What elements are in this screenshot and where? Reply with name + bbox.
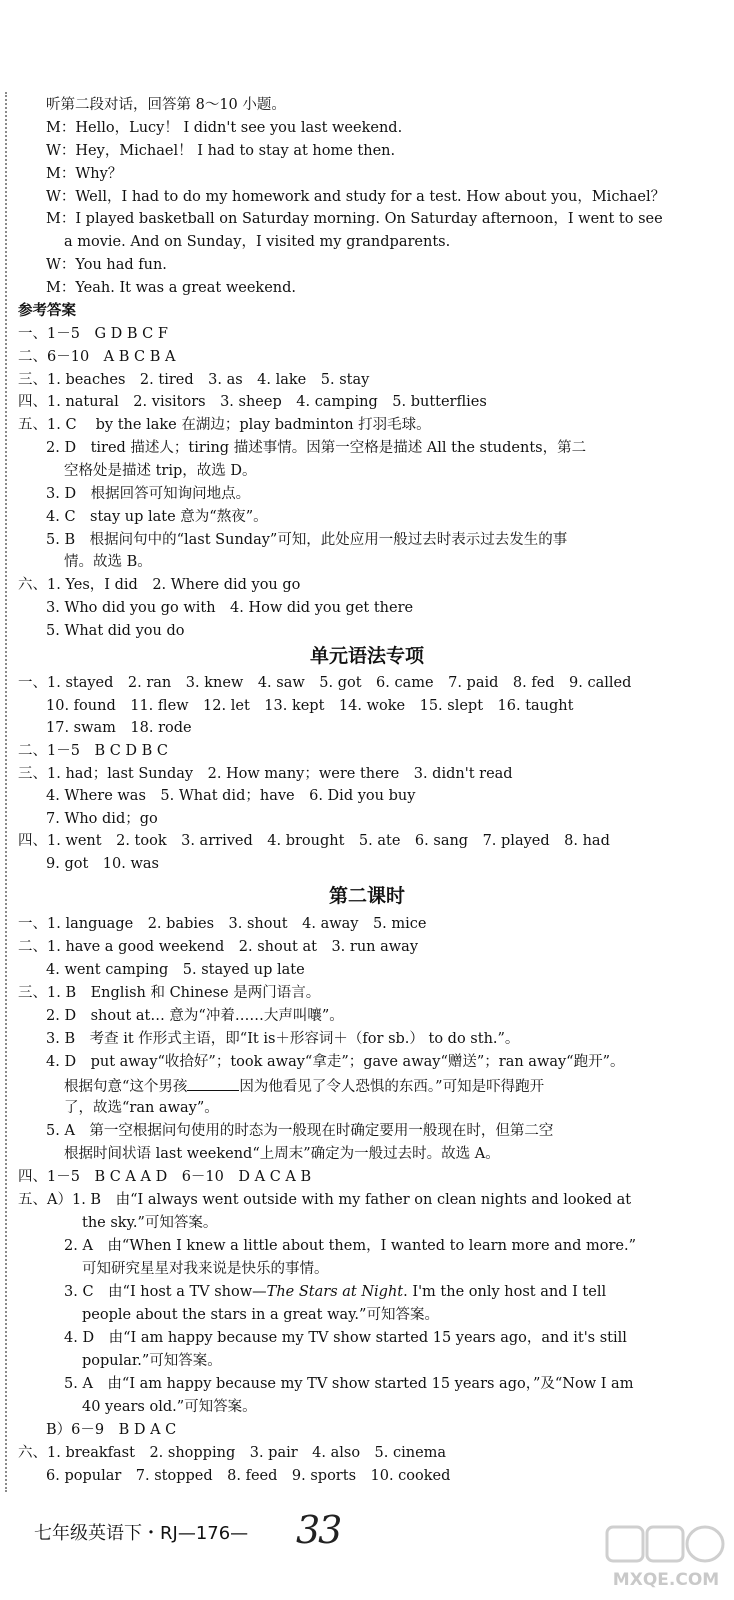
answer-line: 二、6－10 A B C B A (18, 349, 176, 365)
answer-line: 情。故选 B。 (64, 554, 152, 570)
answer-line: 四、1. natural 2. visitors 3. sheep 4. camping 5. butterflies (18, 394, 487, 410)
page-footer: 七年级英语下・RJ—176— (34, 1523, 249, 1544)
lesson-line-blank (64, 1076, 544, 1096)
dialogue-line: M：Why？ (46, 166, 123, 182)
grammar-line: 10. found 11. flew 12. let 13. kept 14. woke 15. slept 16. taught (46, 698, 574, 714)
grammar-line: 一、1. stayed 2. ran 3. knew 4. saw 5. got 6. came 7. paid 8. fed 9. called (18, 675, 632, 691)
lesson-text: . I'm the only host and I tell (403, 1284, 607, 1300)
answer-line: 五、1. C by the lake 在湖边；play badminton 打羽毛球。 (18, 417, 431, 433)
lesson-text: 因为他看见了令人恐惧的东西。”可知是吓得跑开 (239, 1079, 545, 1095)
lesson-line: 了，故选“ran away”。 (64, 1100, 219, 1116)
lesson-line: 5. A 由“I am happy because my TV show started 15 years ago，”及“Now I am (64, 1376, 634, 1392)
binding-dotted-rule (5, 92, 7, 1492)
watermark-logo (605, 1523, 727, 1593)
lesson-line: people about the stars in a great way.”可知答案。 (82, 1307, 439, 1323)
answers-title: 参考答案 (18, 303, 76, 319)
lesson-line: 六、1. breakfast 2. shopping 3. pair 4. also 5. cinema (18, 1445, 447, 1461)
grammar-line: 17. swam 18. rode (46, 720, 192, 736)
grammar-line: 四、1. went 2. took 3. arrived 4. brought 5. ate 6. sang 7. played 8. had (18, 833, 610, 849)
dialogue-line: M：I played basketball on Saturday morning. On Saturday afternoon，I went to see (46, 211, 663, 227)
section-heading-grammar: 单元语法专项 (309, 645, 424, 667)
lesson-line: 可知研究星星对我来说是快乐的事情。 (82, 1261, 329, 1277)
dialogue-line: W：Hey，Michael！ I had to stay at home then. (46, 143, 396, 159)
lesson-line: 根据时间状语 last weekend“上周末”确定为一般过去时。故选 A。 (64, 1146, 500, 1162)
answer-line: 六、1. Yes，I did 2. Where did you go (18, 577, 301, 593)
dialogue-intro: 听第二段对话，回答第 8～10 小题。 (46, 97, 286, 113)
dialogue-line: a movie. And on Sunday，I visited my grandparents. (64, 234, 451, 250)
answer-line: 一、1－5 G D B C F (18, 326, 168, 342)
answer-line: 5. B 根据问句中的“last Sunday”可知，此处应用一般过去时表示过去发生的事 (46, 532, 568, 548)
answer-line: 三、1. beaches 2. tired 3. as 4. lake 5. stay (18, 372, 370, 388)
answer-line: 2. D tired 描述人；tiring 描述事情。因第一空格是描述 All the students，第二 (46, 440, 587, 456)
answer-line: 3. Who did you go with 4. How did you get there (46, 600, 414, 616)
lesson-line: 一、1. language 2. babies 3. shout 4. away 5. mice (18, 916, 427, 932)
lesson-line: the sky.”可知答案。 (82, 1215, 218, 1231)
svg-text:MXQE.COM: MXQE.COM (612, 1570, 720, 1590)
lesson-line: 3. B 考查 it 作形式主语，即“It is＋形容词＋（for sb.） to do sth.”。 (46, 1031, 520, 1047)
lesson-line: 5. A 第一空根据问句使用的时态为一般现在时确定要用一般现在时，但第二空 (46, 1123, 554, 1139)
answer-line: 空格处是描述 trip，故选 D。 (64, 463, 257, 479)
answer-line: 5. What did you do (46, 623, 185, 639)
dialogue-line: W：Well，I had to do my homework and study for a test. How about you，Michael？ (46, 189, 666, 205)
section-heading-lesson2: 第二课时 (328, 885, 405, 907)
lesson-line: 五、A）1. B 由“I always went outside with my father on clean nights and looked at (18, 1192, 632, 1208)
lesson-line-italic (64, 1283, 606, 1301)
grammar-line: 7. Who did；go (46, 811, 158, 827)
lesson-line: 四、1－5 B C A A D 6－10 D A C A B (18, 1169, 312, 1185)
lesson-line: 4. D 由“I am happy because my TV show started 15 years ago，and it's still (64, 1330, 627, 1346)
lesson-line: 2. D shout at… 意为“冲着……大声叫嚷”。 (46, 1008, 344, 1024)
lesson-line: 4. D put away“收拾好”；took away“拿走”；gave away“赠送”；ran away“跑开”。 (46, 1054, 625, 1070)
lesson-line: B）6－9 B D A C (46, 1422, 177, 1438)
answer-line: 3. D 根据回答可知询问地点。 (46, 486, 251, 502)
lesson-line: 6. popular 7. stopped 8. feed 9. sports 10. cooked (46, 1468, 451, 1484)
handwritten-page-number: 33 (296, 1508, 341, 1552)
dialogue-line: W：You had fun. (46, 257, 167, 273)
lesson-line: 40 years old.”可知答案。 (82, 1399, 257, 1415)
dialogue-line: M：Yeah. It was a great weekend. (46, 280, 297, 296)
answer-blank (187, 1076, 239, 1091)
grammar-line: 4. Where was 5. What did；have 6. Did you buy (46, 788, 416, 804)
lesson-text: 根据句意“这个男孩 (64, 1079, 188, 1095)
lesson-line: 二、1. have a good weekend 2. shout at 3. run away (18, 939, 419, 955)
answer-line: 4. C stay up late 意为“熬夜”。 (46, 509, 268, 525)
lesson-text: 3. C 由“I host a TV show— (64, 1284, 267, 1300)
grammar-line: 二、1－5 B C D B C (18, 743, 169, 759)
lesson-line: 三、1. B English 和 Chinese 是两门语言。 (18, 985, 321, 1001)
lesson-line: 4. went camping 5. stayed up late (46, 962, 305, 978)
grammar-line: 9. got 10. was (46, 856, 159, 872)
dialogue-line: M：Hello，Lucy！ I didn't see you last weekend. (46, 120, 403, 136)
lesson-line: popular.”可知答案。 (82, 1353, 222, 1369)
show-title: The Stars at Night (266, 1284, 404, 1300)
lesson-line: 2. A 由“When I knew a little about them，I wanted to learn more and more.” (64, 1238, 637, 1254)
grammar-line: 三、1. had；last Sunday 2. How many；were there 3. didn't read (18, 766, 513, 782)
